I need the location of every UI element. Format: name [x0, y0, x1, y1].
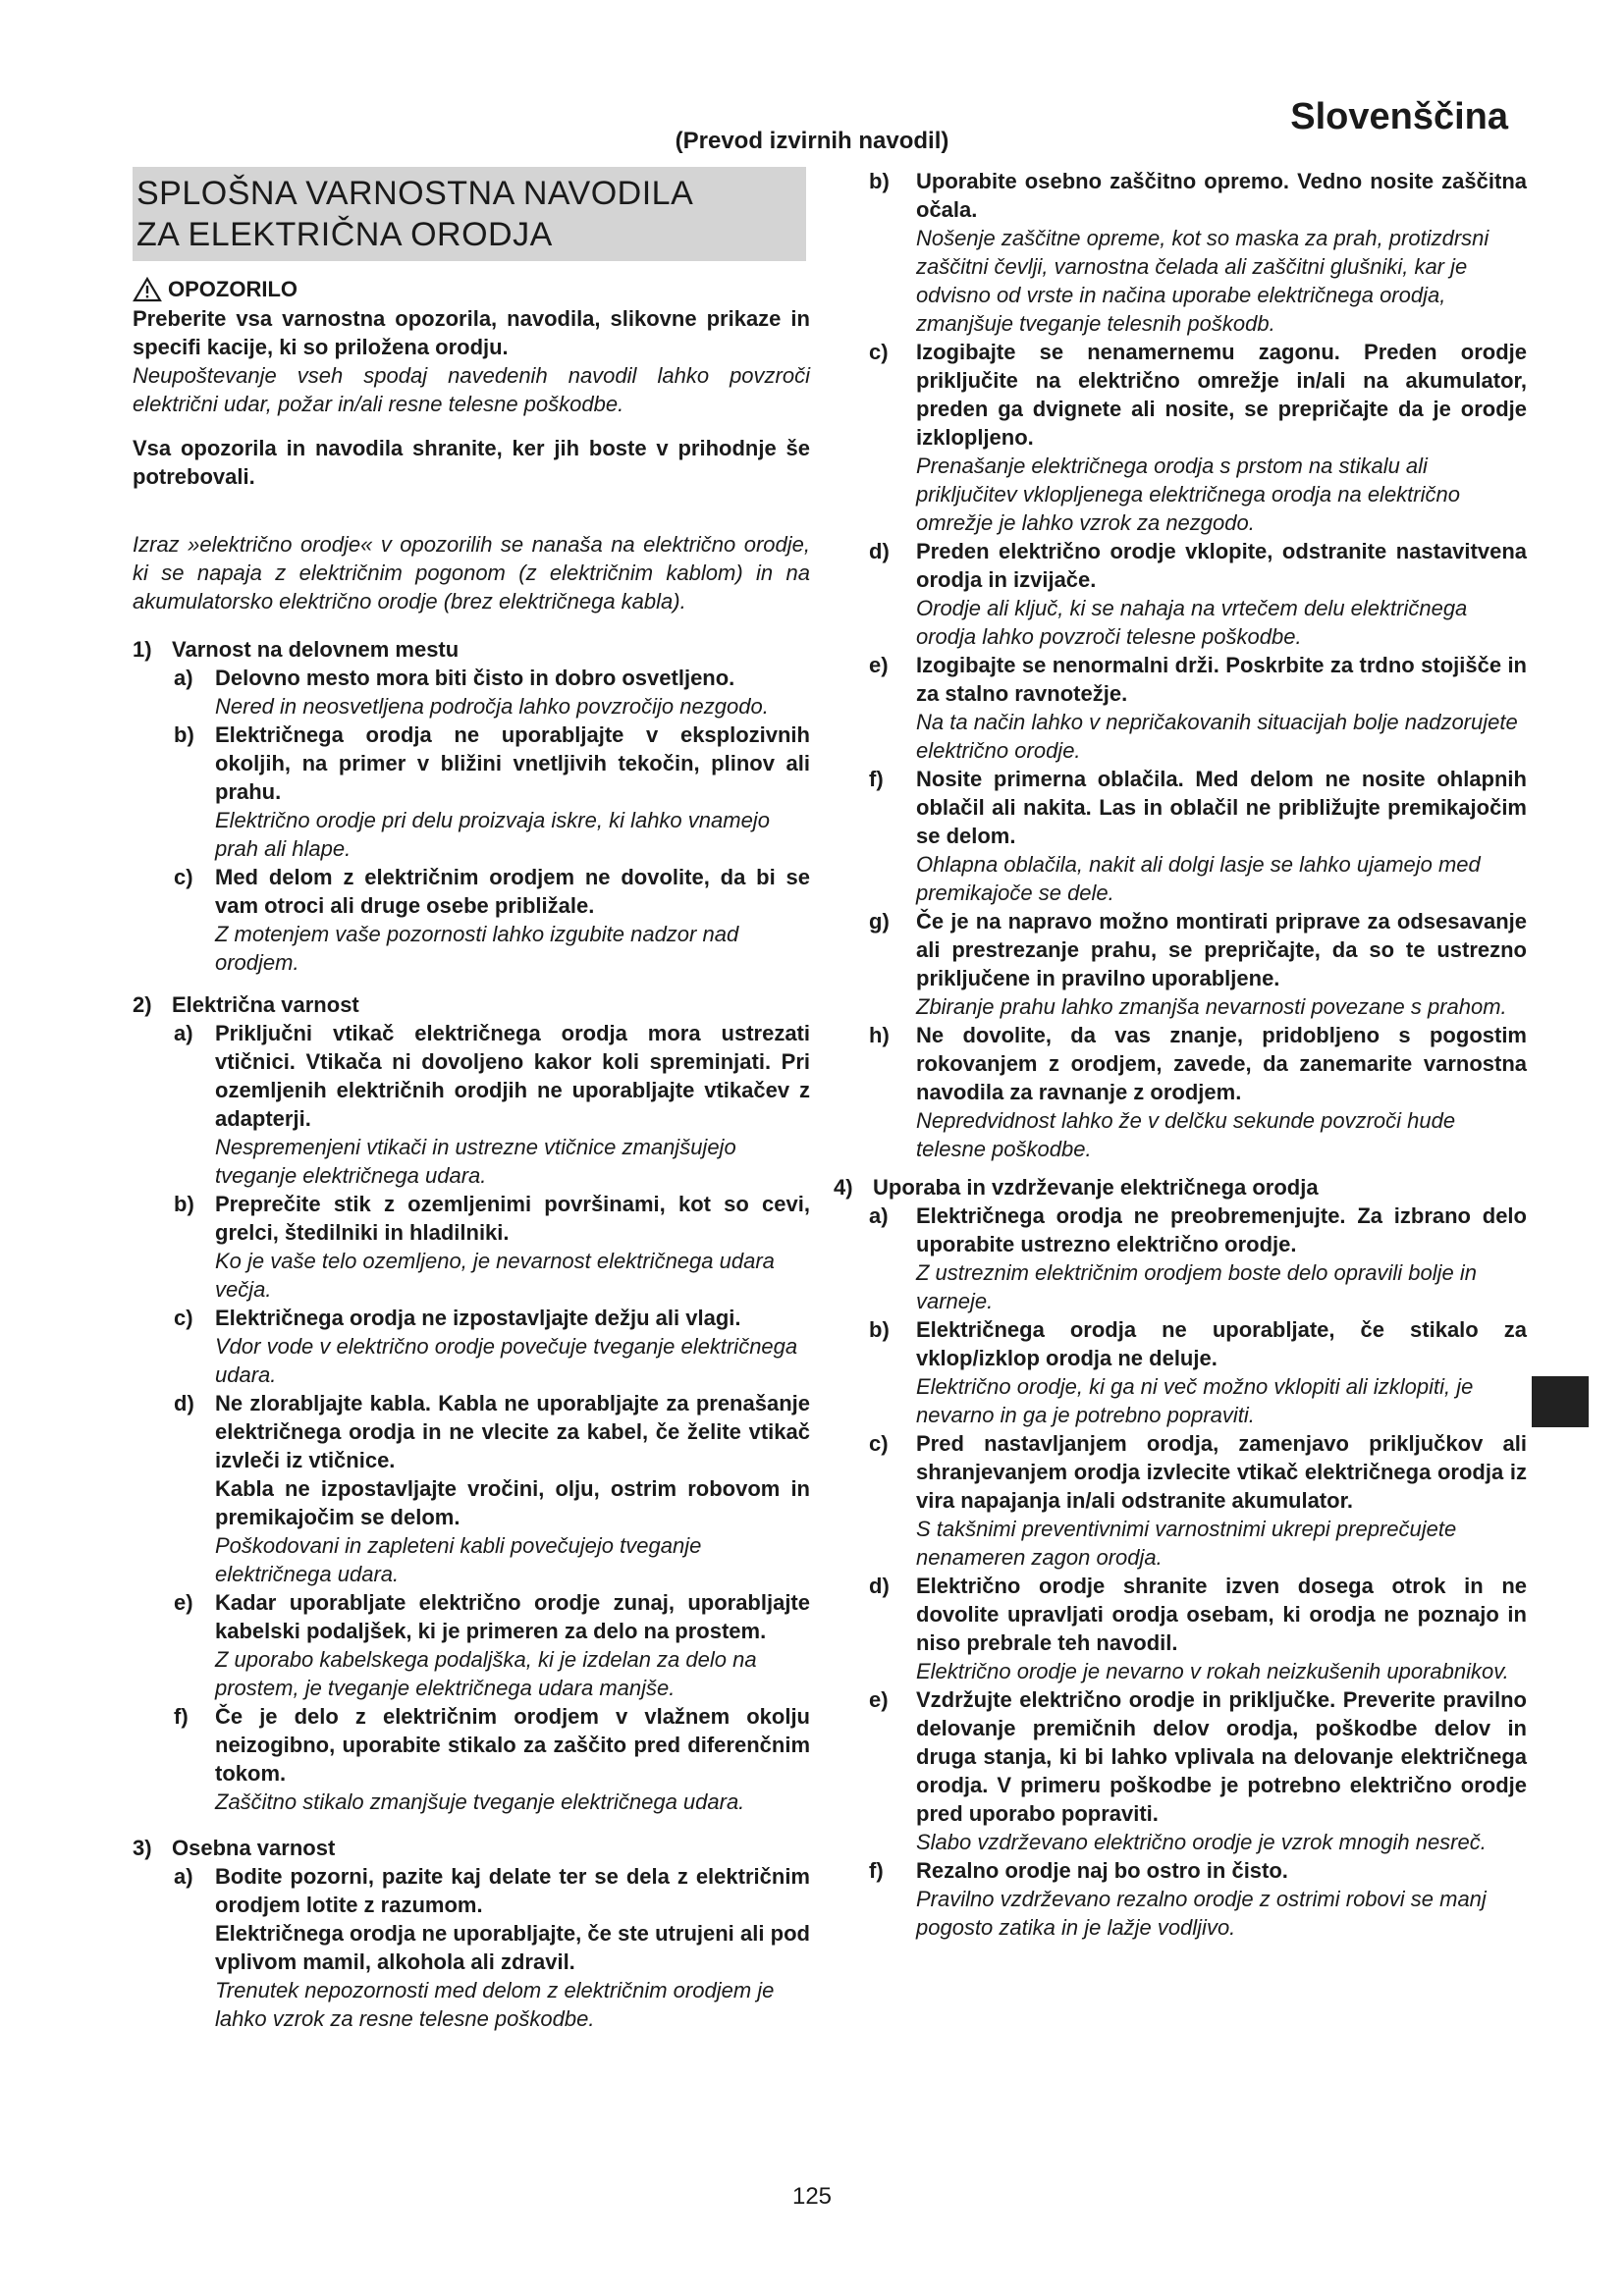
item-italic-text: Trenutek nepozornosti med delom z električnim orodjem je lahko vzrok za resne telesne poškodbe.	[215, 1978, 775, 2031]
section-number: 4)	[834, 1175, 853, 1200]
item-bold-text: Nosite primerna oblačila. Med delom ne nosite ohlapnih oblačil ali nakita. Las in oblačil ne približujte premikajočim se delom.	[916, 767, 1527, 848]
item-bold-text: Uporabite osebno zaščitno opremo. Vedno nosite zaščitna očala.	[916, 169, 1527, 222]
item-label: c)	[174, 1306, 193, 1330]
item-italic-text: Nered in neosvetljena področja lahko povzročijo nezgodo.	[215, 694, 769, 719]
item-label: e)	[869, 653, 889, 677]
item-bold-text: Rezalno orodje naj bo ostro in čisto.	[916, 1858, 1288, 1883]
section-3-heading	[133, 1834, 810, 1862]
item-italic-text: Zbiranje prahu lahko zmanjša nevarnosti povezane s prahom.	[916, 994, 1507, 1019]
item-label: g)	[869, 909, 890, 934]
section-title: Električna varnost	[172, 992, 359, 1017]
section-number: 3)	[133, 1836, 152, 1860]
warning-triangle-icon	[133, 277, 162, 302]
item-italic-text: Zaščitno stikalo zmanjšuje tveganje električnega udara.	[215, 1789, 745, 1814]
item-bold-text: Ne dovolite, da vas znanje, pridobljeno s pogostim rokovanjem z orodjem, zavede, da zanemarite varnostna navodila za ravnanje z orodjem.	[916, 1023, 1527, 1104]
item-label: f)	[869, 1858, 884, 1883]
list-item	[174, 1862, 810, 2033]
item-label: d)	[174, 1391, 194, 1415]
item-label: d)	[869, 539, 890, 563]
list-item	[869, 338, 1527, 537]
item-italic-text: Nošenje zaščitne opreme, kot so maska za prah, protizdrsni zaščitni čevlji, varnostna čelada ali zaščitni glušniki, kar je odvisno od vrste in načina uporabe električnega orodja, zmanjšuje tveganje telesnih poškodb.	[916, 226, 1489, 336]
list-item	[174, 1019, 810, 1190]
item-label: a)	[174, 1864, 193, 1889]
item-italic-text: Pravilno vzdrževano rezalno orodje z ostrimi robovi se manj pogosto zatika in je lažje vodljivo.	[916, 1887, 1487, 1940]
section-number: 2)	[133, 992, 152, 1017]
list-item	[869, 1856, 1527, 1942]
item-label: b)	[174, 1192, 194, 1216]
list-item	[174, 664, 810, 721]
item-bold-text: Električnega orodja ne izpostavljajte dežju ali vlagi.	[215, 1306, 741, 1330]
item-bold-text: Vzdržujte električno orodje in priključke. Preverite pravilno delovanje premičnih delov orodja, poškodbe delov in druga stanja, ki bi lahko vplivala na delovanje električnega orodja. V primeru poškodbe je potrebno električno orodje pred uporabo popraviti.	[916, 1687, 1527, 1826]
section-1-heading	[133, 635, 810, 664]
item-italic-text: Ohlapna oblačila, nakit ali dolgi lasje se lahko ujamejo med premikajoče se dele.	[916, 852, 1481, 905]
item-bold-text: Preden električno orodje vklopite, odstranite nastavitvena orodja in izvijače.	[916, 539, 1527, 592]
item-bold-text: Električnega orodja ne uporabljajte v eksplozivnih okoljih, na primer v bližini vnetljivih tekočin, plinov ali prahu.	[215, 722, 810, 804]
item-label: b)	[869, 169, 890, 193]
item-label: c)	[869, 340, 889, 364]
list-item	[869, 1685, 1527, 1856]
section-title: Varnost na delovnem mestu	[172, 637, 460, 662]
item-bold-text: Električno orodje shranite izven dosega otrok in ne dovolite upravljati orodja osebam, ki orodja ne poznajo in niso prebrale teh navodil.	[916, 1574, 1527, 1655]
term-definition-text: Izraz »električno orodje« v opozorilih se nanaša na električno orodje, ki se napaja z električnim pogonom (z električnim kablom) in na akumulatorsko električno orodje (brez električnega kabla).	[133, 532, 810, 614]
item-label: e)	[869, 1687, 889, 1712]
list-item	[869, 1021, 1527, 1163]
item-label: a)	[174, 1021, 193, 1045]
item-label: c)	[174, 865, 193, 889]
section-4-heading	[834, 1173, 1527, 1201]
item-italic-text: Električno orodje je nevarno v rokah neizkušenih uporabnikov.	[916, 1659, 1509, 1683]
section-number: 1)	[133, 637, 152, 662]
list-item	[869, 1429, 1527, 1572]
item-bold-text: Kadar uporabljate električno orodje zunaj, uporabljajte kabelski podaljšek, ki je primeren za delo na prostem.	[215, 1590, 810, 1643]
item-italic-text: Električno orodje pri delu proizvaja iskre, ki lahko vnamejo prah ali hlape.	[215, 808, 770, 861]
item-bold-text: Bodite pozorni, pazite kaj delate ter se dela z električnim orodjem lotite z razumom.	[215, 1864, 810, 1917]
list-item	[174, 863, 810, 977]
list-item	[869, 1315, 1527, 1429]
list-item	[174, 1588, 810, 1702]
item-label: d)	[869, 1574, 890, 1598]
item-bold-text: Če je na napravo možno montirati priprave za odsesavanje ali prestrezanje prahu, se prepričajte, da so te ustrezno priključene in pravilno uporabljene.	[916, 909, 1527, 990]
item-italic-text: Prenašanje električnega orodja s prstom na stikalu ali priključitev vklopljenega električnega orodja na električno omrežje je lahko vzrok za nezgodo.	[916, 454, 1460, 535]
title-line-2: ZA ELEKTRIČNA ORODJA	[136, 216, 553, 253]
item-italic-text: Slabo vzdrževano električno orodje je vzrok mnogih nesreč.	[916, 1830, 1487, 1854]
item-bold-text: Priključni vtikač električnega orodja mora ustrezati vtičnici. Vtikača ni dovoljeno kakor koli spreminjati. Pri ozemljenih električnih orodjih ne uporabljajte vtikačev z adapterji.	[215, 1021, 810, 1131]
list-item	[174, 1190, 810, 1304]
item-italic-text: Nespremenjeni vtikači in ustrezne vtičnice zmanjšujejo tveganje električnega udara.	[215, 1135, 736, 1188]
item-label: f)	[869, 767, 884, 791]
item-italic-text: Električno orodje, ki ga ni več možno vklopiti ali izklopiti, je nevarno in ga je potrebno popraviti.	[916, 1374, 1474, 1427]
section-2-heading	[133, 990, 810, 1019]
item-italic-text: Orodje ali ključ, ki se nahaja na vrtečem delu električnega orodja lahko povzroči telesne poškodbe.	[916, 596, 1468, 649]
item-italic-text: Nepredvidnost lahko že v delčku sekunde povzroči hude telesne poškodbe.	[916, 1108, 1456, 1161]
list-item	[174, 1389, 810, 1588]
list-item	[869, 651, 1527, 765]
right-column	[834, 167, 1527, 1942]
list-item	[869, 537, 1527, 651]
item-italic-text: S takšnimi preventivnimi varnostnimi ukrepi preprečujete nenameren zagon orodja.	[916, 1517, 1457, 1570]
item-bold-text: Če je delo z električnim orodjem v vlažnem okolju neizogibno, uporabite stikalo za zaščito pred diferenčnim tokom.	[215, 1704, 810, 1786]
item-bold-text: Izogibajte se nenamernemu zagonu. Preden orodje priključite na električno omrežje in/ali na akumulator, preden ga dvignete ali nosite, se prepričajte da je orodje izklopljeno.	[916, 340, 1527, 450]
item-label: b)	[174, 722, 194, 747]
item-bold-text-2: Kabla ne izpostavljajte vročini, olju, ostrim robovom in premikajočim se delom.	[215, 1476, 810, 1529]
item-bold-text: Izogibajte se nenormalni drži. Poskrbite za trdno stojišče in za stalno ravnotežje.	[916, 653, 1527, 706]
title-line-1: SPLOŠNA VARNOSTNA NAVODILA	[136, 175, 694, 212]
item-italic-text: Na ta način lahko v nepričakovanih situacijah bolje nadzorujete električno orodje.	[916, 710, 1518, 763]
item-label: a)	[869, 1203, 889, 1228]
item-label: f)	[174, 1704, 189, 1729]
item-label: e)	[174, 1590, 193, 1615]
language-heading: Slovenščina	[1290, 96, 1508, 137]
item-bold-text: Preprečite stik z ozemljenimi površinami, kot so cevi, grelci, štedilniki in hladilniki.	[215, 1192, 810, 1245]
section-title: Uporaba in vzdrževanje električnega orodja	[873, 1175, 1319, 1200]
warning-label: OPOZORILO	[168, 277, 298, 301]
list-item	[174, 1702, 810, 1816]
warning-italic-text: Neupoštevanje vseh spodaj navedenih navodil lahko povzroči električni udar, požar in/ali resne telesne poškodbe.	[133, 363, 810, 416]
section-title: Osebna varnost	[172, 1836, 336, 1860]
item-label: a)	[174, 666, 193, 690]
item-italic-text: Z motenjem vaše pozornosti lahko izgubite nadzor nad orodjem.	[215, 922, 739, 975]
item-bold-text: Pred nastavljanjem orodja, zamenjavo priključkov ali shranjevanjem orodja izvlecite vtikač električnega orodja iz vira napajanja in/ali odstranite akumulator.	[916, 1431, 1527, 1513]
item-italic-text: Z ustreznim električnim orodjem boste delo opravili bolje in varneje.	[916, 1260, 1478, 1313]
list-item	[869, 1572, 1527, 1685]
translation-subtitle: (Prevod izvirnih navodil)	[675, 128, 949, 154]
item-bold-text: Električnega orodja ne preobremenjujte. Za izbrano delo uporabite ustrezno električno orodje.	[916, 1203, 1527, 1256]
list-item	[869, 765, 1527, 907]
list-item	[869, 907, 1527, 1021]
left-column	[133, 167, 810, 2033]
item-label: b)	[869, 1317, 890, 1342]
list-item	[869, 1201, 1527, 1315]
list-item	[174, 1304, 810, 1389]
item-label: c)	[869, 1431, 889, 1456]
warning-heading	[133, 275, 810, 303]
item-bold-text: Električnega orodja ne uporabljate, če stikalo za vklop/izklop orodja ne deluje.	[916, 1317, 1527, 1370]
item-italic-text: Ko je vaše telo ozemljeno, je nevarnost električnega udara večja.	[215, 1249, 775, 1302]
side-thumb-tab	[1532, 1376, 1589, 1427]
item-italic-text: Vdor vode v električno orodje povečuje tveganje električnega udara.	[215, 1334, 798, 1387]
section-title-box	[133, 167, 806, 261]
item-italic-text: Poškodovani in zapleteni kabli povečujejo tveganje električnega udara.	[215, 1533, 702, 1586]
list-item	[869, 167, 1527, 338]
warning-bold-text: Preberite vsa varnostna opozorila, navodila, slikovne prikaze in specifi kacije, ki so priložena orodju.	[133, 306, 810, 359]
page-number: 125	[791, 2183, 833, 2210]
item-label: h)	[869, 1023, 890, 1047]
item-italic-text: Z uporabo kabelskega podaljška, ki je izdelan za delo na prostem, je tveganje električnega udara manjše.	[215, 1647, 757, 1700]
item-bold-text: Med delom z električnim orodjem ne dovolite, da bi se vam otroci ali druge osebe približale.	[215, 865, 810, 918]
item-bold-text: Ne zlorabljajte kabla. Kabla ne uporabljajte za prenašanje električnega orodja in ne vlecite za kabel, če želite vtikač izvleči iz vtičnice.	[215, 1391, 810, 1472]
list-item	[174, 721, 810, 863]
item-bold-text: Delovno mesto mora biti čisto in dobro osvetljeno.	[215, 666, 735, 690]
item-bold-text-2: Električnega orodja ne uporabljajte, če ste utrujeni ali pod vplivom mamil, alkohola ali zdravil.	[215, 1921, 810, 1974]
keep-instructions-text: Vsa opozorila in navodila shranite, ker jih boste v prihodnje še potrebovali.	[133, 436, 810, 489]
